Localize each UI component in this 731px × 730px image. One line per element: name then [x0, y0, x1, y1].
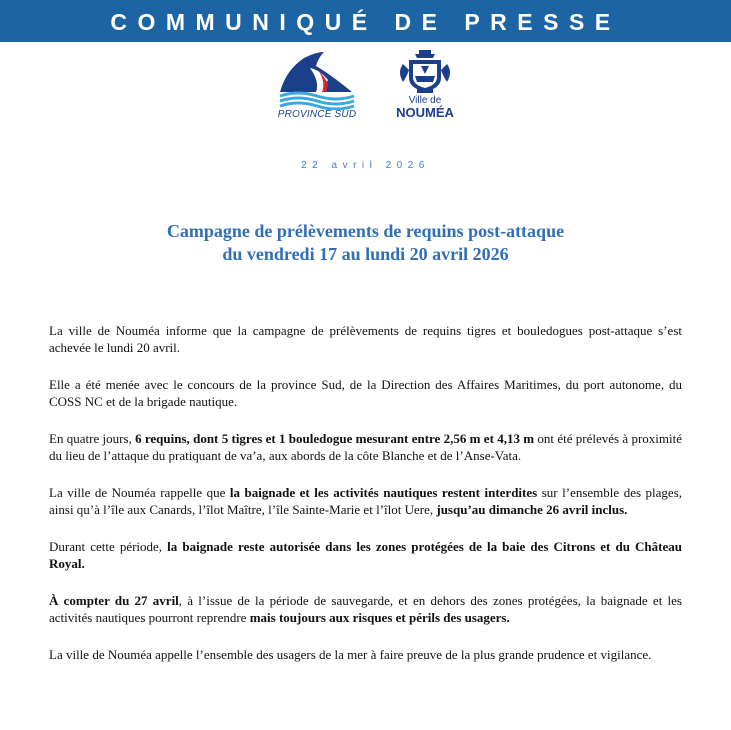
- paragraph-4-emphasis-end: jusqu’au dimanche 26 avril inclus.: [436, 502, 628, 517]
- banner-title: COMMUNIQUÉ DE PRESSE: [110, 9, 621, 35]
- page-title: [0, 220, 731, 266]
- paragraph-3-text: En quatre jours,: [49, 431, 136, 446]
- paragraph-5: [49, 538, 682, 572]
- paragraph-4-text-mid: sur l’ensemble des plages, ainsi qu’à l’île aux Canards, l’îlot Maître, l’île Sainte-Marie et l’îlot Uere,: [49, 485, 683, 517]
- paragraph-3-text-end: ont été prélevés à proximité du lieu de l’attaque du pratiquant de va’a, aux abords de la côte Blanche et de l’Anse-Vata.: [49, 431, 683, 463]
- paragraph-7-text: La ville de Nouméa appelle l’ensemble des usagers de la mer à faire preuve de la plus grande prudence et vigilance.: [49, 647, 652, 662]
- paragraph-5-text: Durant cette période,: [49, 539, 168, 554]
- paragraph-6-text: , à l’issue de la période de sauvegarde, et en dehors des zones protégées, la baignade et les activités nautiques pourront reprendre: [49, 593, 682, 625]
- paragraph-4: [49, 484, 682, 518]
- paragraph-7: [49, 646, 682, 663]
- logos-row: [272, 50, 462, 130]
- paragraph-3-emphasis: 6 requins, dont 5 tigres et 1 bouledogue mesurant entre 2,56 m et 4,13 m: [135, 431, 535, 446]
- paragraph-6: [49, 592, 682, 626]
- paragraph-1: [49, 322, 682, 356]
- paragraph-2-text: Elle a été menée avec le concours de la province Sud, de la Direction des Affaires Maritimes, du port autonome, du COSS NC et de la brigade nautique.: [49, 377, 682, 409]
- ville-de-label: Ville de: [408, 95, 442, 106]
- paragraph-1-text: La ville de Nouméa informe que la campagne de prélèvements de requins tigres et bouledogues post-attaque s’est achevée le lundi 20 avril.: [49, 323, 682, 355]
- title-line-2: du vendredi 17 au lundi 20 avril 2026: [222, 244, 509, 264]
- paragraph-4-text: La ville de Nouméa rappelle que: [49, 485, 230, 500]
- noumea-coat-of-arms-icon: [395, 50, 455, 96]
- press-release-body: [49, 322, 682, 683]
- paragraph-3: [49, 430, 682, 464]
- release-date: 22 avril 2026: [301, 160, 430, 171]
- press-release-banner: [0, 0, 731, 42]
- paragraph-2: [49, 376, 682, 410]
- province-sud-label: PROVINCE SUD: [277, 109, 357, 120]
- paragraph-5-emphasis: la baignade reste autorisée dans les zones protégées de la baie des Citrons et du Château Royal.: [49, 539, 682, 571]
- title-line-1: Campagne de prélèvements de requins post-attaque: [166, 221, 565, 241]
- noumea-label: NOUMÉA: [396, 105, 454, 120]
- province-sud-logo: [276, 50, 358, 128]
- ville-de-noumea-logo: [390, 50, 460, 128]
- paragraph-4-emphasis: la baignade et les activités nautiques restent interdites: [229, 485, 538, 500]
- paragraph-6-emphasis-end: mais toujours aux risques et périls des usagers.: [249, 610, 510, 625]
- paragraph-6-emphasis: À compter du 27 avril: [49, 593, 179, 608]
- province-sud-emblem-icon: [276, 50, 358, 110]
